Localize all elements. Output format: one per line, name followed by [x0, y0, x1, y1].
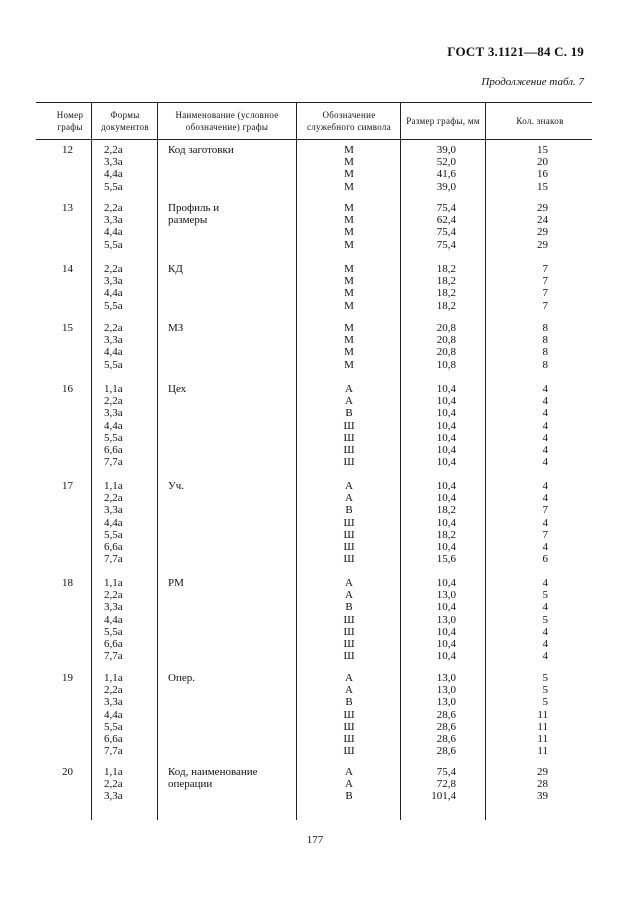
symbol-cell: М: [344, 202, 354, 214]
count-cell: 11: [537, 733, 548, 745]
form-cell: 7,7а: [104, 553, 123, 566]
form-cell: 2,2а: [104, 492, 123, 505]
size-cell: 10,4: [436, 480, 456, 492]
document-id: ГОСТ 3.1121—84 С. 19: [447, 44, 584, 59]
symbol-cell: А: [345, 492, 353, 505]
count-cell: 7: [542, 275, 548, 288]
size-cell: 18,2: [436, 275, 456, 288]
count-cell: 8: [542, 322, 548, 334]
size-cell: 10,4: [436, 541, 456, 553]
count-cell: 4: [542, 492, 548, 505]
symbol-cell: В: [345, 407, 353, 420]
row-number: 14: [62, 263, 73, 275]
form-cell: 4,4а: [104, 613, 123, 626]
count-cell: 4: [542, 650, 548, 663]
form-cell: 6,6а: [104, 541, 123, 553]
form-cell: 2,2а: [104, 395, 123, 408]
size-cell: 28,6: [436, 745, 456, 758]
size-cell: 28,6: [436, 708, 456, 721]
symbol-cell: Ш: [343, 708, 355, 721]
symbol-cell: М: [344, 346, 354, 359]
form-cell: 6,6а: [104, 444, 123, 456]
size-cell: 15,6: [436, 553, 456, 566]
row-number: 12: [62, 144, 73, 156]
column-header-size: Размер графы, мм: [406, 116, 480, 126]
table-top-rule: [36, 102, 592, 103]
form-cell: 3,3а: [104, 790, 123, 803]
form-cell: 2,2а: [104, 322, 123, 334]
symbol-cell: М: [344, 263, 354, 275]
count-cell: 6: [542, 553, 548, 566]
form-cell: 1,1а: [104, 766, 123, 778]
count-cell: 4: [542, 625, 548, 638]
count-cell: 5: [542, 589, 548, 602]
size-cell: 10,4: [436, 456, 456, 469]
count-cell: 29: [537, 238, 548, 251]
continuation-label: Продолжение табл. 7: [481, 76, 584, 88]
size-cell: 52,0: [436, 156, 456, 169]
row-name: МЗ: [168, 322, 184, 334]
form-cell: 2,2а: [104, 202, 123, 214]
count-cell: 20: [537, 156, 548, 169]
count-cell: 4: [542, 395, 548, 408]
form-cell: 2,2а: [104, 263, 123, 275]
count-cell: 7: [542, 287, 548, 300]
form-cell: 1,1а: [104, 672, 123, 684]
size-cell: 20,8: [436, 346, 456, 359]
symbol-cell: А: [345, 589, 353, 602]
size-cell: 18,2: [436, 504, 456, 517]
form-cell: 7,7а: [104, 745, 123, 758]
form-cell: 5,5а: [104, 299, 123, 312]
row-number: 17: [62, 480, 73, 492]
row-name: Профиль и размеры: [168, 202, 220, 227]
form-cell: 4,4а: [104, 287, 123, 300]
size-cell: 10,4: [436, 419, 456, 432]
count-cell: 15: [537, 144, 548, 156]
symbol-cell: Ш: [343, 638, 355, 650]
form-cell: 4,4а: [104, 419, 123, 432]
symbol-cell: А: [345, 395, 353, 408]
symbol-cell: А: [345, 383, 353, 395]
form-cell: 4,4а: [104, 168, 123, 181]
row-number: 13: [62, 202, 73, 214]
row-name: РМ: [168, 577, 184, 589]
symbol-cell: М: [344, 168, 354, 181]
size-cell: 10,4: [436, 650, 456, 663]
col-divider: [91, 102, 92, 820]
size-cell: 10,4: [436, 638, 456, 650]
count-cell: 16: [537, 168, 548, 181]
size-cell: 39,0: [436, 144, 456, 156]
size-cell: 10,4: [436, 492, 456, 505]
size-cell: 13,0: [436, 589, 456, 602]
count-cell: 29: [537, 766, 548, 778]
row-name: КД: [168, 263, 183, 275]
form-cell: 7,7а: [104, 456, 123, 469]
symbol-cell: Ш: [343, 516, 355, 529]
count-cell: 5: [542, 684, 548, 697]
count-cell: 4: [542, 638, 548, 650]
form-cell: 2,2а: [104, 589, 123, 602]
symbol-cell: Ш: [343, 745, 355, 758]
symbol-cell: Ш: [343, 625, 355, 638]
size-cell: 13,0: [436, 684, 456, 697]
count-cell: 39: [537, 790, 548, 803]
size-cell: 10,8: [436, 358, 456, 371]
count-cell: 4: [542, 444, 548, 456]
count-cell: 29: [537, 202, 548, 214]
form-cell: 5,5а: [104, 720, 123, 733]
size-cell: 10,4: [436, 444, 456, 456]
form-cell: 2,2а: [104, 778, 123, 791]
size-cell: 75,4: [436, 238, 456, 251]
form-cell: 5,5а: [104, 528, 123, 541]
size-cell: 18,2: [436, 299, 456, 312]
symbol-cell: М: [344, 358, 354, 371]
count-cell: 7: [542, 299, 548, 312]
symbol-cell: А: [345, 480, 353, 492]
symbol-cell: А: [345, 672, 353, 684]
size-cell: 20,8: [436, 334, 456, 347]
symbol-cell: Ш: [343, 720, 355, 733]
count-cell: 24: [537, 214, 548, 227]
count-cell: 5: [542, 613, 548, 626]
form-cell: 2,2а: [104, 144, 123, 156]
count-cell: 8: [542, 346, 548, 359]
form-cell: 1,1а: [104, 577, 123, 589]
size-cell: 18,2: [436, 528, 456, 541]
form-cell: 4,4а: [104, 708, 123, 721]
count-cell: 11: [537, 720, 548, 733]
symbol-cell: Ш: [343, 528, 355, 541]
row-name: Уч.: [168, 480, 185, 492]
symbol-cell: В: [345, 790, 353, 803]
row-name: Код заготовки: [168, 144, 234, 156]
count-cell: 8: [542, 334, 548, 347]
col-divider: [296, 102, 297, 820]
row-number: 18: [62, 577, 73, 589]
row-number: 20: [62, 766, 73, 778]
size-cell: 28,6: [436, 733, 456, 745]
count-cell: 4: [542, 541, 548, 553]
size-cell: 10,4: [436, 383, 456, 395]
symbol-cell: В: [345, 696, 353, 709]
size-cell: 75,4: [436, 202, 456, 214]
size-cell: 72,8: [436, 778, 456, 791]
size-cell: 62,4: [436, 214, 456, 227]
symbol-cell: Ш: [343, 650, 355, 663]
size-cell: 101,4: [431, 790, 456, 803]
symbol-cell: В: [345, 504, 353, 517]
form-cell: 2,2а: [104, 684, 123, 697]
row-number: 16: [62, 383, 73, 395]
form-cell: 3,3а: [104, 214, 123, 227]
size-cell: 13,0: [436, 672, 456, 684]
size-cell: 75,4: [436, 766, 456, 778]
symbol-cell: М: [344, 275, 354, 288]
count-cell: 5: [542, 672, 548, 684]
col-divider: [157, 102, 158, 820]
size-cell: 41,6: [436, 168, 456, 181]
symbol-cell: А: [345, 766, 353, 778]
count-cell: 4: [542, 407, 548, 420]
form-cell: 3,3а: [104, 156, 123, 169]
symbol-cell: М: [344, 299, 354, 312]
size-cell: 10,4: [436, 407, 456, 420]
symbol-cell: Ш: [343, 456, 355, 469]
size-cell: 10,4: [436, 601, 456, 614]
form-cell: 5,5а: [104, 625, 123, 638]
form-cell: 1,1а: [104, 383, 123, 395]
form-cell: 4,4а: [104, 226, 123, 239]
column-header-name: Наименование (условное обозначение) графы: [175, 110, 279, 132]
symbol-cell: М: [344, 238, 354, 251]
count-cell: 11: [537, 745, 548, 758]
row-name: Опер.: [168, 672, 195, 684]
count-cell: 4: [542, 516, 548, 529]
size-cell: 10,4: [436, 516, 456, 529]
form-cell: 3,3а: [104, 407, 123, 420]
symbol-cell: Ш: [343, 553, 355, 566]
symbol-cell: М: [344, 214, 354, 227]
count-cell: 7: [542, 263, 548, 275]
count-cell: 7: [542, 528, 548, 541]
size-cell: 39,0: [436, 180, 456, 193]
symbol-cell: М: [344, 156, 354, 169]
count-cell: 5: [542, 696, 548, 709]
symbol-cell: А: [345, 577, 353, 589]
symbol-cell: М: [344, 322, 354, 334]
size-cell: 10,4: [436, 395, 456, 408]
count-cell: 4: [542, 431, 548, 444]
count-cell: 4: [542, 577, 548, 589]
column-header-forms: Формы документов: [101, 110, 149, 132]
size-cell: 13,0: [436, 696, 456, 709]
form-cell: 5,5а: [104, 358, 123, 371]
count-cell: 8: [542, 358, 548, 371]
symbol-cell: М: [344, 287, 354, 300]
form-cell: 1,1а: [104, 480, 123, 492]
size-cell: 20,8: [436, 322, 456, 334]
symbol-cell: А: [345, 684, 353, 697]
form-cell: 4,4а: [104, 516, 123, 529]
form-cell: 3,3а: [104, 696, 123, 709]
symbol-cell: М: [344, 334, 354, 347]
form-cell: 3,3а: [104, 275, 123, 288]
column-header-count: Кол. знаков: [516, 116, 564, 126]
size-cell: 18,2: [436, 263, 456, 275]
size-cell: 10,4: [436, 431, 456, 444]
size-cell: 10,4: [436, 577, 456, 589]
row-number: 19: [62, 672, 73, 684]
form-cell: 6,6а: [104, 733, 123, 745]
form-cell: 3,3а: [104, 504, 123, 517]
col-divider: [485, 102, 486, 820]
table-header-rule: [36, 139, 592, 140]
size-cell: 28,6: [436, 720, 456, 733]
page-number: 177: [306, 834, 324, 846]
column-header-symbol: Обозначение служебного символа: [306, 110, 392, 132]
column-header-number: Номер графы: [56, 110, 84, 132]
count-cell: 4: [542, 601, 548, 614]
symbol-cell: Ш: [343, 419, 355, 432]
count-cell: 28: [537, 778, 548, 791]
form-cell: 4,4а: [104, 346, 123, 359]
count-cell: 4: [542, 383, 548, 395]
symbol-cell: Ш: [343, 613, 355, 626]
size-cell: 10,4: [436, 625, 456, 638]
symbol-cell: Ш: [343, 444, 355, 456]
count-cell: 4: [542, 456, 548, 469]
size-cell: 13,0: [436, 613, 456, 626]
symbol-cell: Ш: [343, 541, 355, 553]
form-cell: 3,3а: [104, 334, 123, 347]
size-cell: 18,2: [436, 287, 456, 300]
symbol-cell: М: [344, 144, 354, 156]
form-cell: 7,7а: [104, 650, 123, 663]
form-cell: 6,6а: [104, 638, 123, 650]
count-cell: 11: [537, 708, 548, 721]
row-number: 15: [62, 322, 73, 334]
symbol-cell: В: [345, 601, 353, 614]
row-name: Код, наименование операции: [168, 766, 258, 791]
form-cell: 5,5а: [104, 238, 123, 251]
count-cell: 15: [537, 180, 548, 193]
count-cell: 7: [542, 504, 548, 517]
count-cell: 29: [537, 226, 548, 239]
symbol-cell: М: [344, 226, 354, 239]
row-name: Цех: [168, 383, 187, 395]
form-cell: 5,5а: [104, 180, 123, 193]
form-cell: 3,3а: [104, 601, 123, 614]
count-cell: 4: [542, 480, 548, 492]
form-cell: 5,5а: [104, 431, 123, 444]
symbol-cell: А: [345, 778, 353, 791]
symbol-cell: М: [344, 180, 354, 193]
size-cell: 75,4: [436, 226, 456, 239]
count-cell: 4: [542, 419, 548, 432]
symbol-cell: Ш: [343, 733, 355, 745]
symbol-cell: Ш: [343, 431, 355, 444]
